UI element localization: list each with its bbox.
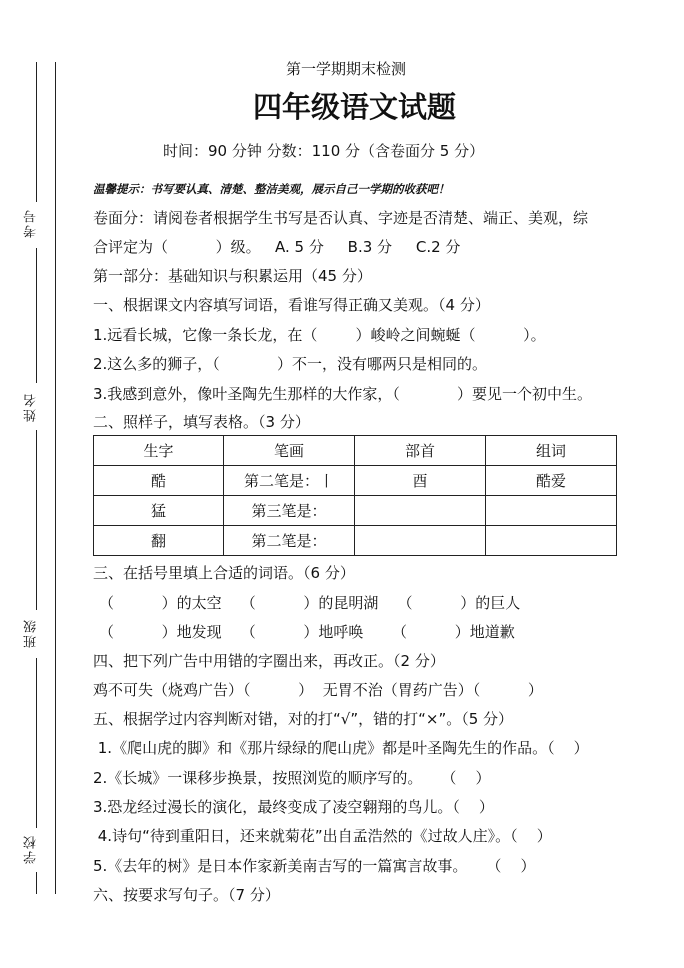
binding-margin-line <box>55 62 56 894</box>
table-cell: 第二笔是： <box>224 526 355 556</box>
seal-line <box>36 872 37 894</box>
character-table <box>93 435 617 556</box>
section-1-heading: 一、根据课文内容填写词语，看谁写得正确又美观。（4 分） <box>93 296 490 314</box>
table-cell <box>355 496 486 526</box>
section-3-heading: 三、在括号里填上合适的词语。（6 分） <box>93 564 355 582</box>
class-label: 班级 <box>24 618 39 648</box>
table-header: 笔画 <box>224 436 355 466</box>
section-4-heading: 四、把下列广告中用错的字圈出来，再改正。（2 分） <box>93 652 445 670</box>
table-cell: 酷 <box>94 466 224 496</box>
question-3-row-1: （ ）的太空 （ ）的昆明湖 （ ）的巨人 <box>99 594 521 612</box>
seal-line <box>36 430 37 610</box>
question-1-3: 3.我感到意外，像叶圣陶先生那样的大作家，（ ）要见一个初中生。 <box>93 385 593 403</box>
handwriting-score-line-2: 合评定为（ ）级。 A. 5 分 B.3 分 C.2 分 <box>93 238 461 256</box>
question-3-row-2: （ ）地发现 （ ）地呼唤 （ ）地道歉 <box>99 623 515 641</box>
table-row <box>94 496 617 526</box>
warm-tip: 温馨提示：书写要认真、清楚、整洁美观，展示自己一学期的收获吧！ <box>93 182 450 196</box>
seal-line <box>36 658 37 828</box>
handwriting-score-line-1: 卷面分：请阅卷者根据学生书写是否认真、字迹是否清楚、端正、美观，综 <box>93 209 589 227</box>
seal-line <box>36 248 37 383</box>
section-6-heading: 六、按要求写句子。（7 分） <box>93 886 280 904</box>
table-cell <box>355 526 486 556</box>
table-header-row <box>94 436 617 466</box>
exam-title: 四年级语文试题 <box>253 90 457 124</box>
exam-number-label: 考号 <box>24 208 39 238</box>
table-cell: 酉 <box>355 466 486 496</box>
question-5-2: 2.《长城》一课移步换景，按照浏览的顺序写的。 （ ） <box>93 769 491 787</box>
table-row <box>94 466 617 496</box>
section-5-heading: 五、根据学过内容判断对错，对的打“√”，错的打“×”。（5 分） <box>93 710 514 728</box>
table-cell: 第二笔是：丨 <box>224 466 355 496</box>
part-one-heading: 第一部分：基础知识与积累运用（45 分） <box>93 267 372 285</box>
exam-info: 时间：90 分钟 分数：110 分（含卷面分 5 分） <box>163 142 485 160</box>
table-header: 生字 <box>94 436 224 466</box>
table-cell: 第三笔是： <box>224 496 355 526</box>
school-label: 学校 <box>24 834 39 864</box>
question-1-2: 2.这么多的狮子，（ ）不一，没有哪两只是相同的。 <box>93 355 488 373</box>
seal-line <box>36 62 37 202</box>
section-2-heading: 二、照样子，填写表格。（3 分） <box>93 413 310 431</box>
table-header: 组词 <box>486 436 617 466</box>
table-cell: 酷爱 <box>486 466 617 496</box>
table-cell <box>486 496 617 526</box>
table-row <box>94 526 617 556</box>
table-cell: 猛 <box>94 496 224 526</box>
question-5-1: 1.《爬山虎的脚》和《那片绿绿的爬山虎》都是叶圣陶先生的作品。（ ） <box>93 739 589 757</box>
student-name-label: 姓名 <box>24 392 39 422</box>
question-4-ads: 鸡不可失（烧鸡广告）（ ） 无胃不治（胃药广告）（ ） <box>93 681 543 699</box>
question-5-3: 3.恐龙经过漫长的演化，最终变成了凌空翱翔的鸟儿。（ ） <box>93 798 494 816</box>
table-header: 部首 <box>355 436 486 466</box>
question-5-5: 5.《去年的树》是日本作家新美南吉写的一篇寓言故事。 （ ） <box>93 857 536 875</box>
question-1-1: 1.远看长城，它像一条长龙，在（ ）峻岭之间蜿蜒（ ）。 <box>93 326 546 344</box>
table-cell <box>486 526 617 556</box>
table-cell: 翻 <box>94 526 224 556</box>
exam-term: 第一学期期末检测 <box>286 60 407 78</box>
question-5-4: 4.诗句“待到重阳日，还来就菊花”出自孟浩然的《过故人庄》。（ ） <box>93 827 552 845</box>
